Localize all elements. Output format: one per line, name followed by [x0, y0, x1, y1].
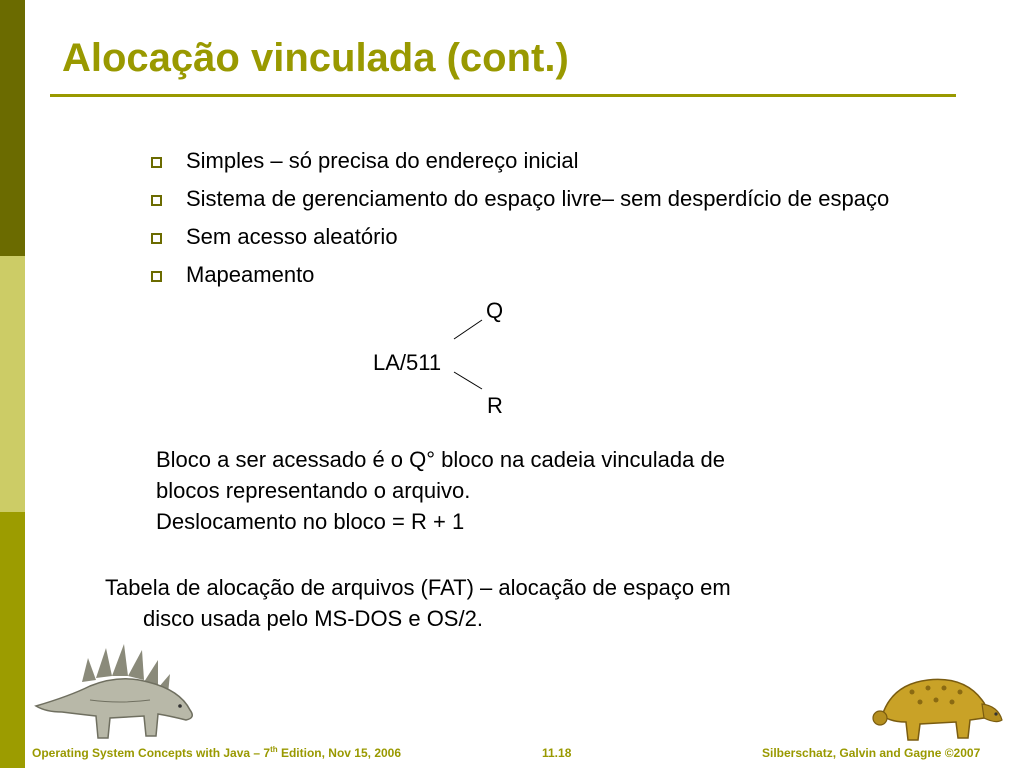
square-bullet-icon: [151, 233, 162, 244]
explanation-line: Deslocamento no bloco = R + 1: [156, 509, 465, 534]
sidebar-band-bottom: [0, 512, 25, 768]
bullet-text: Simples – só precisa do endereço inicial: [186, 148, 579, 173]
bullet-text: Sistema de gerenciamento do espaço livre– sem desperdício de espaço: [186, 186, 890, 211]
ankylosaurus-icon: [872, 664, 1006, 752]
mapping-quotient: Q: [486, 298, 504, 323]
footer-title-superscript: th: [270, 745, 278, 754]
square-bullet-icon: [151, 271, 162, 282]
fat-note-line: Tabela de alocação de arquivos (FAT) – alocação de espaço em: [105, 575, 731, 600]
mapping-dividend: LA/511: [373, 350, 442, 375]
mapping-branch-lines: [440, 300, 520, 410]
title-underline: [50, 94, 956, 97]
bullet-item: [148, 260, 938, 290]
square-bullet-icon: [151, 157, 162, 168]
bullet-text: Mapeamento: [186, 262, 315, 287]
stegosaurus-icon: [30, 640, 200, 750]
explanation-line: Bloco a ser acessado é o Q° bloco na cadeia vinculada de: [156, 447, 725, 472]
slide-title: Alocação vinculada (cont.): [62, 36, 569, 80]
mapping-remainder: R: [487, 393, 503, 418]
branch-line-lower: [454, 372, 482, 389]
footer-page-number: 11.18: [542, 746, 572, 760]
footer-book-title: [32, 745, 401, 761]
bullet-item: [148, 146, 938, 176]
footer-copyright: Silberschatz, Galvin and Gagne ©2007: [762, 746, 981, 760]
explanation-line: blocos representando o arquivo.: [156, 478, 471, 503]
bullet-list: [148, 146, 938, 298]
footer-title-text: Operating System Concepts with Java – 7: [32, 746, 271, 760]
branch-line-upper: [454, 320, 482, 339]
bullet-item: [148, 222, 938, 252]
sidebar-band-middle: [0, 256, 25, 512]
fat-note-line: disco usada pelo MS-DOS e OS/2.: [143, 606, 483, 631]
bullet-text: Sem acesso aleatório: [186, 224, 398, 249]
mapping-explanation: [156, 444, 725, 537]
fat-note: [105, 572, 731, 634]
footer-title-suffix: Edition, Nov 15, 2006: [277, 746, 402, 760]
bullet-item: [148, 184, 938, 214]
square-bullet-icon: [151, 195, 162, 206]
sidebar-band-top: [0, 0, 25, 256]
